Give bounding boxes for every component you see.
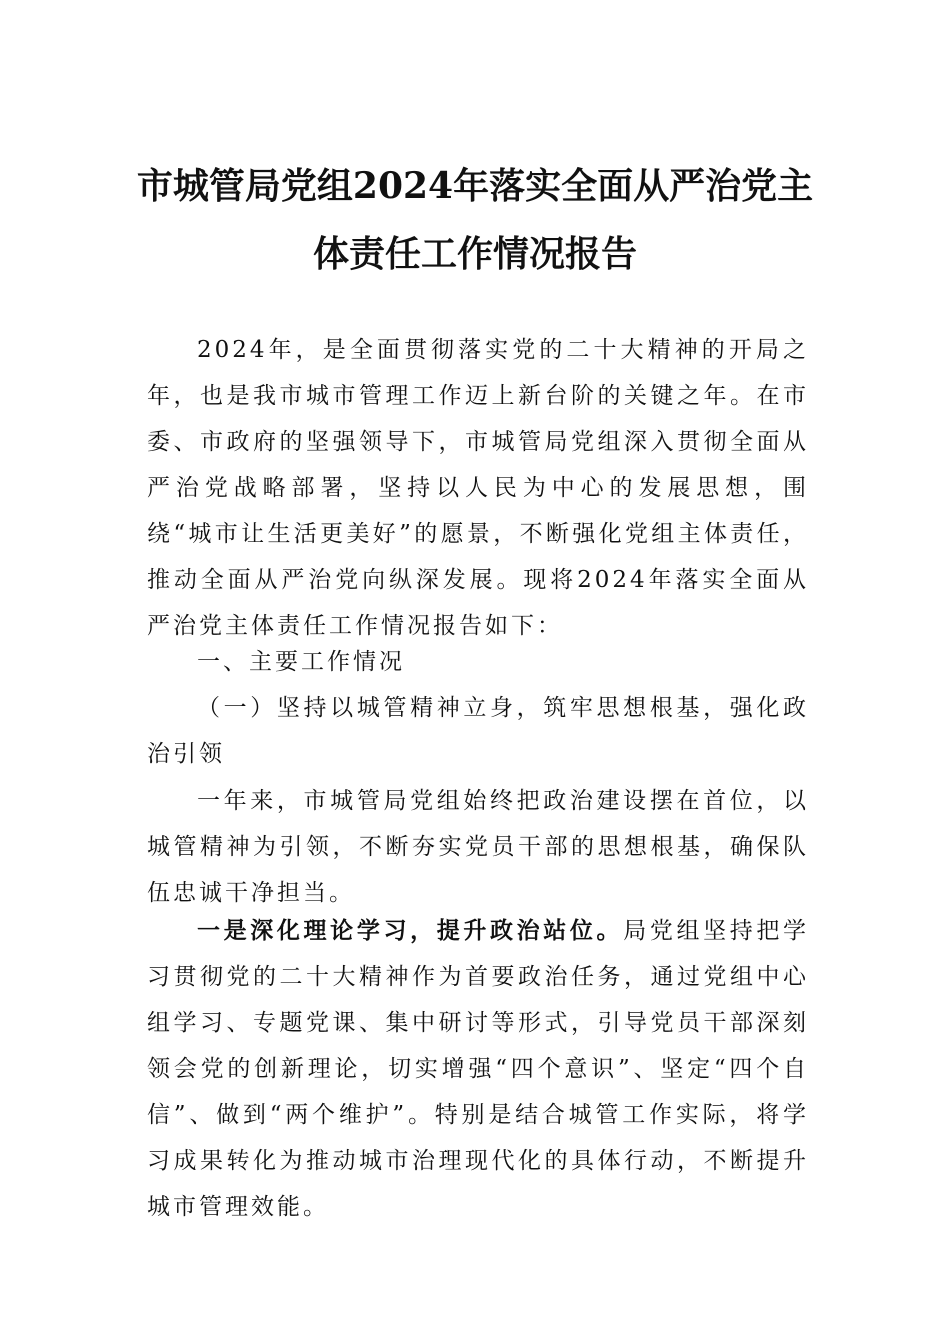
body-paragraph-2: 一年来，市城管局党组始终把政治建设摆在首位，以城管精神为引领，不断夯实党员干部的思想根基，确保队伍忠诚干净担当。 [147,788,809,906]
document-title-line-1: 市城管局党组2024年落实全面从严治党主 [136,165,814,207]
paragraph-lead-bold: 一是深化理论学习，提升政治站位。 [197,917,624,944]
paragraph-body: 局党组坚持把学习贯彻党的二十大精神作为首要政治任务，通过党组中心组学习、专题党课、集中研讨等形式，引导党员干部深刻领会党的创新理论，切实增强“四个意识”、坚定“四个自信”、做到“两个维护”。特别是结合城管工作实际，将学习成果转化为推动城市治理现代化的具体行动，不断提升城市管理效能。 [147,918,810,1220]
subsection-heading-1: （一）坚持以城管精神立身，筑牢思想根基，强化政治引领 [147,695,809,767]
section-heading-1: 一、主要工作情况 [197,649,405,675]
body-paragraph-3 [147,908,809,1230]
intro-paragraph: 2024年，是全面贯彻落实党的二十大精神的开局之年，也是我市城市管理工作迈上新台阶的关键之年。在市委、市政府的坚强领导下，市城管局党组深入贯彻全面从严治党战略部署，坚持以人民为中心的发展思想，围绕“城市让生活更美好”的愿景，不断强化党组主体责任，推动全面从严治党向纵深发展。现将2024年落实全面从严治党主体责任工作情况报告如下： [147,337,809,639]
document-title-line-2: 体责任工作情况报告 [312,233,637,275]
